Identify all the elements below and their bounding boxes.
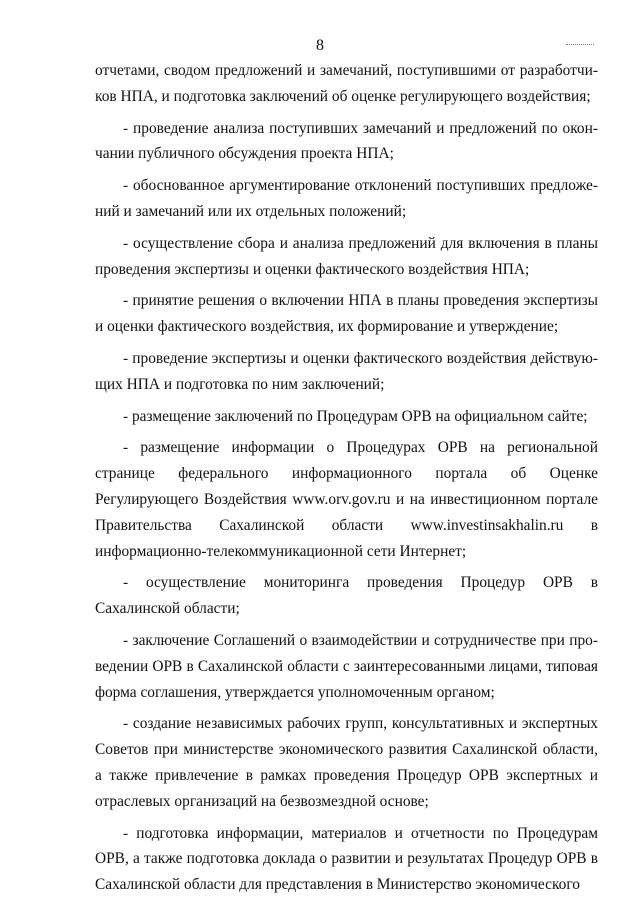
list-item-reporting: - подготовка информации, материалов и отчетности по Процедурам ОРВ, а также подготовка доклада о развитии и результатах Процедур ОРВ в Сахалинской области для представления в Министерство экономического	[95, 824, 598, 894]
list-item-monitoring: - осуществление мониторинга проведения Процедур ОРВ в Сахалинской области;	[95, 574, 598, 618]
scan-mark	[566, 44, 594, 48]
list-item-rejection-justification: - обоснованное аргументирование отклонений поступивших предложений и замечаний или их отдельных положений;	[95, 177, 598, 220]
page-number: 8	[316, 37, 324, 54]
list-item-publication: - размещение заключений по Процедурам ОРВ на официальном сайте;	[123, 407, 588, 425]
list-item-plan-decision: - принятие решения о включении НПА в планы проведения экспертизы и оценки фактического воздействия, их формирование и утверждение;	[95, 292, 598, 336]
document-body	[95, 58, 598, 904]
list-item-expertise: - проведение экспертизы и оценки фактического воздействия действующих НПА и подготовка по ним заключений;	[95, 349, 598, 393]
list-item-working-groups: - создание независимых рабочих групп, консультативных и экспертных Советов при министерстве экономического развития Сахалинской области, а также привлечение в рамках проведения Процедур ОРВ экспертных и отраслевых организаций на безвозмездной основе;	[95, 715, 598, 810]
list-item-portal-info: - размещение информации о Процедурах ОРВ на региональной странице федерального информационного портала об Оценке Регулирующего Воздействия www.orv.gov.ru и на инвестиционном портале Правительства Сахалинской области www.investinsakhalin.ru в информационно-телекоммуникационной сети Интернет;	[95, 439, 598, 560]
list-item-analysis: - проведение анализа поступивших замечаний и предложений по окончании публичного обсуждения проекта НПА;	[95, 119, 598, 163]
list-item-agreements: - заключение Соглашений о взаимодействии и сотрудничестве при проведении ОРВ в Сахалинской области с заинтересованными лицами, типовая форма соглашения, утверждается уполномоченным органом;	[95, 631, 598, 701]
list-item-collection-of-proposals: - осуществление сбора и анализа предложений для включения в планы проведения экспертизы и оценки фактического воздействия НПА;	[95, 234, 598, 278]
paragraph-continuation: отчетами, сводом предложений и замечаний, поступившими от разработчиков НПА, и подготовка заключений об оценке регулирующего воздействия;	[95, 62, 598, 105]
